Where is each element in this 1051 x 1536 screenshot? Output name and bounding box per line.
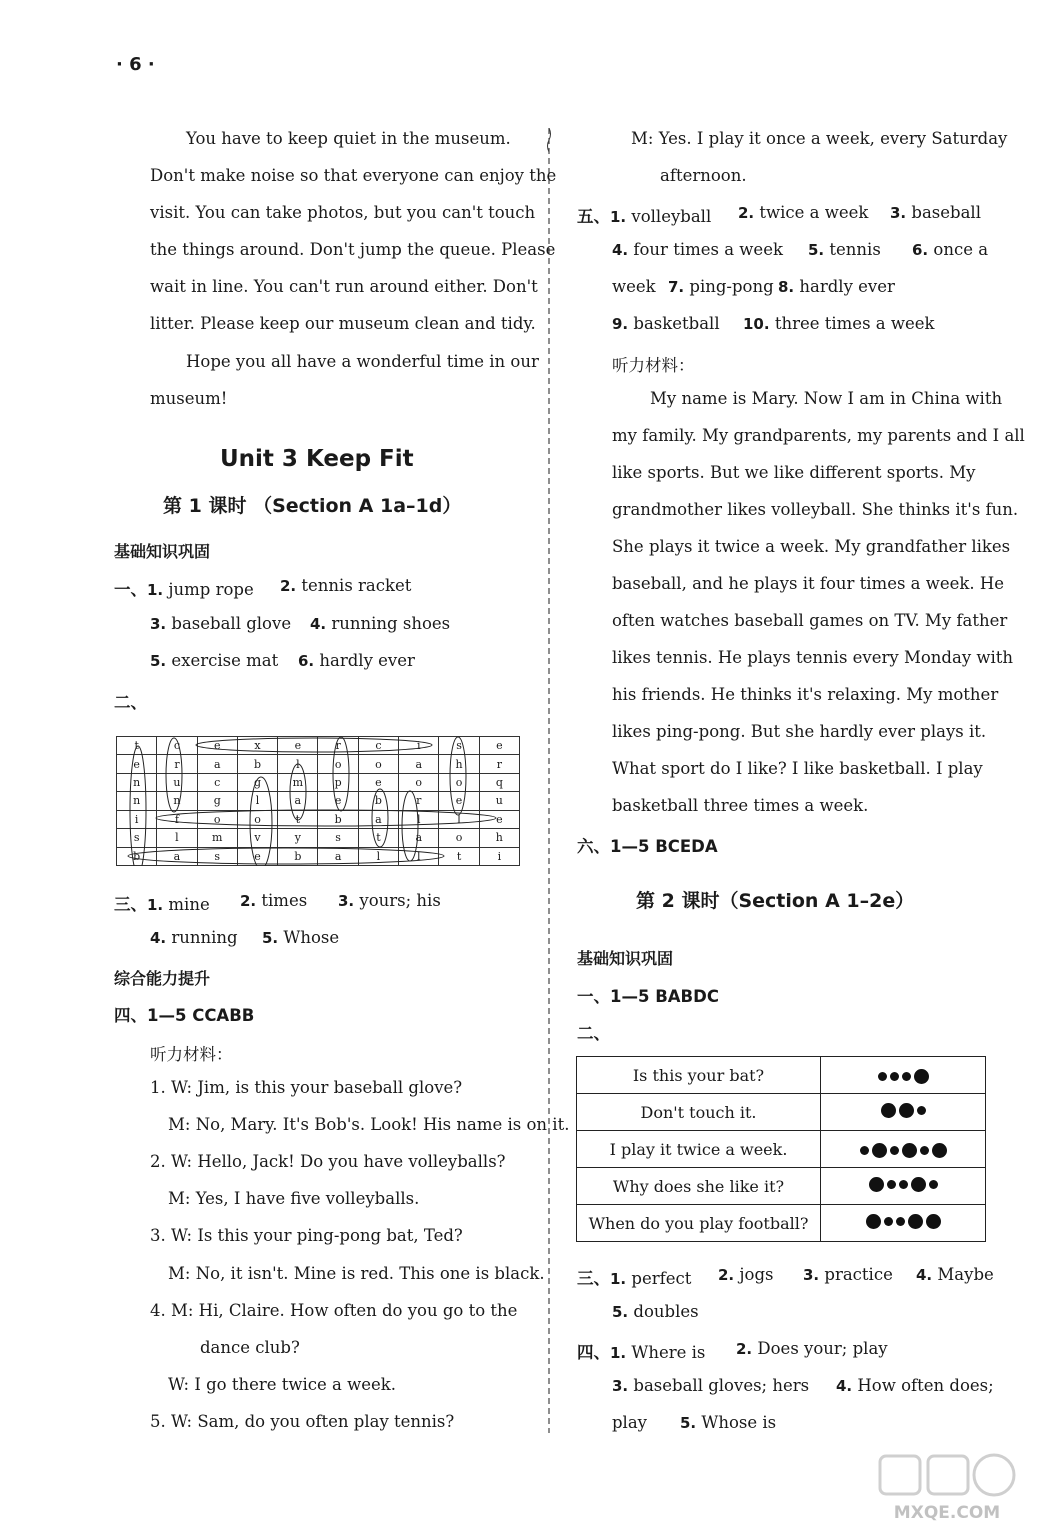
grid-cell: l [399,810,439,828]
unstressed-dot [884,1217,893,1226]
grid-cell: e [237,847,277,865]
grid-cell: q [479,773,519,791]
answer: yours; his [359,891,441,910]
question-label: 二、 [114,693,147,712]
grid-cell: l [439,810,479,828]
grid-cell: t [358,829,398,847]
answer: Does your; play [757,1339,888,1358]
dialog-line: 1. W: Jim, is this your baseball glove? [150,1078,463,1097]
question-label: 三、 [577,1269,610,1288]
answer: running [171,928,238,947]
section-heading: 基础知识巩固 [577,949,674,968]
sentence-cell: I play it twice a week. [577,1131,821,1168]
dialog-line: M: Yes. I play it once a week, every Saturday [631,129,1008,148]
grid-row [117,773,520,791]
grid-cell: x [237,737,277,755]
unstressed-dot [887,1180,896,1189]
grid-cell: s [197,847,237,865]
section-heading: 综合能力提升 [114,969,211,988]
grid-cell: b [278,847,318,865]
grid-cell: r [479,755,519,773]
answer: Maybe [937,1265,994,1284]
grid-cell: h [479,829,519,847]
answer: 1—5 BABDC [610,987,719,1006]
table-row [577,1094,986,1131]
grid-row [117,829,520,847]
stressed-dot [872,1143,887,1158]
grid-cell: t [278,810,318,828]
passage-line: wait in line. You can't run around either. Don't [150,277,538,296]
grid-cell: r [318,737,358,755]
section-heading: 基础知识巩固 [114,542,211,561]
stress-dots [821,1094,986,1131]
grid-row [117,737,520,755]
answer: volleyball [631,207,712,226]
column-divider [546,128,552,1433]
answer: four times a week [633,240,783,259]
answer: ping-pong [689,277,774,296]
grid-cell: a [399,755,439,773]
grid-cell: a [278,792,318,810]
answer: running shoes [331,614,451,633]
unstressed-dot [890,1072,899,1081]
grid-cell: o [358,755,398,773]
grid-cell: t [439,847,479,865]
answer: baseball gloves; hers [633,1376,810,1395]
watermark-logo [872,1452,1022,1528]
grid-cell: l [157,829,197,847]
answer: Where is [631,1343,706,1362]
table-row [577,1057,986,1094]
passage-line: like sports. But we like different sports. My [612,463,976,482]
grid-cell: l [278,755,318,773]
answer: three times a week [774,314,935,333]
passage-line: grandmother likes volleyball. She thinks it's fun. [612,500,1019,519]
answer: jump rope [168,580,254,599]
stressed-dot [881,1103,896,1118]
grid-cell: e [358,773,398,791]
question-label: 五、 [577,207,610,226]
table-row [577,1205,986,1242]
grid-cell: b [358,792,398,810]
stressed-dot [902,1143,917,1158]
unstressed-dot [896,1217,905,1226]
passage-line: visit. You can take photos, but you can't touch [150,203,536,222]
table-row [577,1131,986,1168]
grid-cell: b [117,847,157,865]
stress-pattern [881,1103,926,1118]
passage-line: likes ping-pong. But she hardly ever plays it. [612,722,987,741]
grid-cell: u [157,773,197,791]
grid-cell: n [117,773,157,791]
grid-cell: c [358,737,398,755]
unstressed-dot [878,1072,887,1081]
grid-cell: a [318,847,358,865]
passage-line: baseball, and he plays it four times a week. He [612,574,1005,593]
answer: jogs [739,1265,774,1284]
grid-cell: y [278,829,318,847]
grid-cell: g [237,773,277,791]
grid-cell: e [479,737,519,755]
grid-cell: b [237,755,277,773]
dialog-line: M: Yes, I have five volleyballs. [168,1189,420,1208]
passage-line: She plays it twice a week. My grandfather likes [612,537,1011,556]
unstressed-dot [920,1146,929,1155]
passage-line: often watches baseball games on TV. My father [612,611,1008,630]
grid-cell: s [117,829,157,847]
grid-cell: i [399,737,439,755]
answer: twice a week [759,203,869,222]
listening-label: 听力材料： [150,1045,233,1064]
sentence-cell: Is this your bat? [577,1057,821,1094]
grid-cell: f [157,810,197,828]
dialog-line: 2. W: Hello, Jack! Do you have volleyballs? [150,1152,506,1171]
passage-line: Don't make noise so that everyone can enjoy the [150,166,557,185]
grid-cell: a [358,810,398,828]
answer: hardly ever [319,651,415,670]
grid-row [117,810,520,828]
grid-cell: b [318,810,358,828]
answer: Whose [283,928,340,947]
grid-cell: a [157,847,197,865]
unstressed-dot [890,1146,899,1155]
passage-line: What sport do I like? I like basketball. I play [612,759,983,778]
dialog-line: 5. W: Sam, do you often play tennis? [150,1412,455,1431]
unstressed-dot [917,1106,926,1115]
answer: perfect [631,1269,692,1288]
dialog-line: dance club? [200,1338,300,1357]
dialog-line: afternoon. [660,166,747,185]
grid-cell: l [237,792,277,810]
dialog-line: 4. M: Hi, Claire. How often do you go to the [150,1301,518,1320]
grid-cell: c [197,773,237,791]
dialog-line: W: I go there twice a week. [168,1375,397,1394]
sentence-cell: Why does she like it? [577,1168,821,1205]
question-label: 一、 [114,580,147,599]
grid-cell: a [197,755,237,773]
answer: times [261,891,308,910]
listening-label: 听力材料： [612,356,695,375]
grid-cell: o [439,773,479,791]
question-label: 四、 [114,1006,147,1025]
grid-cell: r [399,792,439,810]
stress-pattern [860,1143,947,1158]
stress-pattern [869,1177,938,1192]
table-row [577,1168,986,1205]
unstressed-dot [860,1146,869,1155]
stressed-dot [932,1143,947,1158]
answer: hardly ever [799,277,895,296]
dialog-line: M: No, it isn't. Mine is red. This one is black. [168,1264,545,1283]
grid-cell: r [157,755,197,773]
sentence-cell: When do you play football? [577,1205,821,1242]
question-label: 一、 [577,987,610,1006]
passage-line: My name is Mary. Now I am in China with [650,389,1003,408]
grid-cell: e [479,810,519,828]
question-label: 四、 [577,1343,610,1362]
stressed-dot [869,1177,884,1192]
unit-title: Unit 3 Keep Fit [220,446,414,472]
stressed-dot [899,1103,914,1118]
grid-row [117,755,520,773]
stress-dots [821,1131,986,1168]
stress-dots [821,1168,986,1205]
dialog-line: 3. W: Is this your ping-pong bat, Ted? [150,1226,463,1245]
answer: practice [824,1265,893,1284]
stressed-dot [866,1214,881,1229]
grid-cell: s [439,737,479,755]
answer: baseball glove [171,614,292,633]
grid-cell: n [157,792,197,810]
stress-pattern [878,1069,929,1084]
grid-cell: t [117,737,157,755]
stressed-dot [926,1214,941,1229]
answer: baseball [911,203,981,222]
grid-cell: n [117,792,157,810]
grid-cell: o [439,829,479,847]
page-number: · 6 · [116,54,155,75]
grid-cell: c [157,737,197,755]
grid-cell: e [318,792,358,810]
lesson-title: 第 1 课时 （Section A 1a–1d） [163,495,462,517]
passage-line: his friends. He thinks it's relaxing. My mother [612,685,999,704]
grid-cell: h [439,755,479,773]
grid-row [117,792,520,810]
stress-pattern [866,1214,941,1229]
grid-cell: e [197,737,237,755]
word-search-grid [116,736,520,866]
passage-line: litter. Please keep our museum clean and tidy. [150,314,536,333]
answer: 1—5 BCEDA [610,837,718,856]
stress-dots [821,1057,986,1094]
passage-line: basketball three times a week. [612,796,869,815]
answer: week [612,277,656,296]
passage-line: the things around. Don't jump the queue. Please [150,240,556,259]
sentence-cell: Don't touch it. [577,1094,821,1131]
grid-cell: m [278,773,318,791]
grid-cell: g [197,792,237,810]
answer: once a [933,240,989,259]
grid-cell: e [117,755,157,773]
grid-cell: e [278,737,318,755]
stressed-dot [908,1214,923,1229]
grid-cell: o [399,773,439,791]
grid-cell: l [399,847,439,865]
passage-line: museum! [150,389,228,408]
grid-cell: o [237,810,277,828]
grid-row [117,847,520,865]
lesson-title: 第 2 课时（Section A 1–2e） [636,890,915,912]
stressed-dot [914,1069,929,1084]
answer: 1—5 CCABB [147,1006,255,1025]
answer: play [612,1413,647,1432]
question-label: 二、 [577,1024,610,1043]
passage-line: my family. My grandparents, my parents and I all [612,426,1025,445]
watermark-text: MXQE.COM [893,1503,1001,1523]
answer: doubles [633,1302,699,1321]
grid-cell: l [358,847,398,865]
answer: tennis racket [301,576,412,595]
grid-cell: o [318,755,358,773]
passage-line: You have to keep quiet in the museum. [186,129,511,148]
grid-cell: u [479,792,519,810]
question-label: 三、 [114,895,147,914]
grid-cell: o [197,810,237,828]
question-label: 六、 [577,837,610,856]
answer: basketball [633,314,720,333]
answer: How often does; [857,1376,994,1395]
grid-cell: e [439,792,479,810]
grid-cell: a [399,829,439,847]
unstressed-dot [929,1180,938,1189]
dialog-line: M: No, Mary. It's Bob's. Look! His name is on it. [168,1115,570,1134]
answer: exercise mat [171,651,279,670]
grid-cell: v [237,829,277,847]
unstressed-dot [899,1180,908,1189]
unstressed-dot [902,1072,911,1081]
grid-cell: p [318,773,358,791]
stress-dots [821,1205,986,1242]
answer: mine [168,895,210,914]
grid-cell: s [318,829,358,847]
stressed-dot [911,1177,926,1192]
passage-line: likes tennis. He plays tennis every Monday with [612,648,1014,667]
grid-cell: i [479,847,519,865]
grid-cell: m [197,829,237,847]
answer: Whose is [701,1413,777,1432]
passage-line: Hope you all have a wonderful time in our [186,352,539,371]
grid-cell: i [117,810,157,828]
stress-table [576,1056,986,1242]
answer: tennis [829,240,881,259]
